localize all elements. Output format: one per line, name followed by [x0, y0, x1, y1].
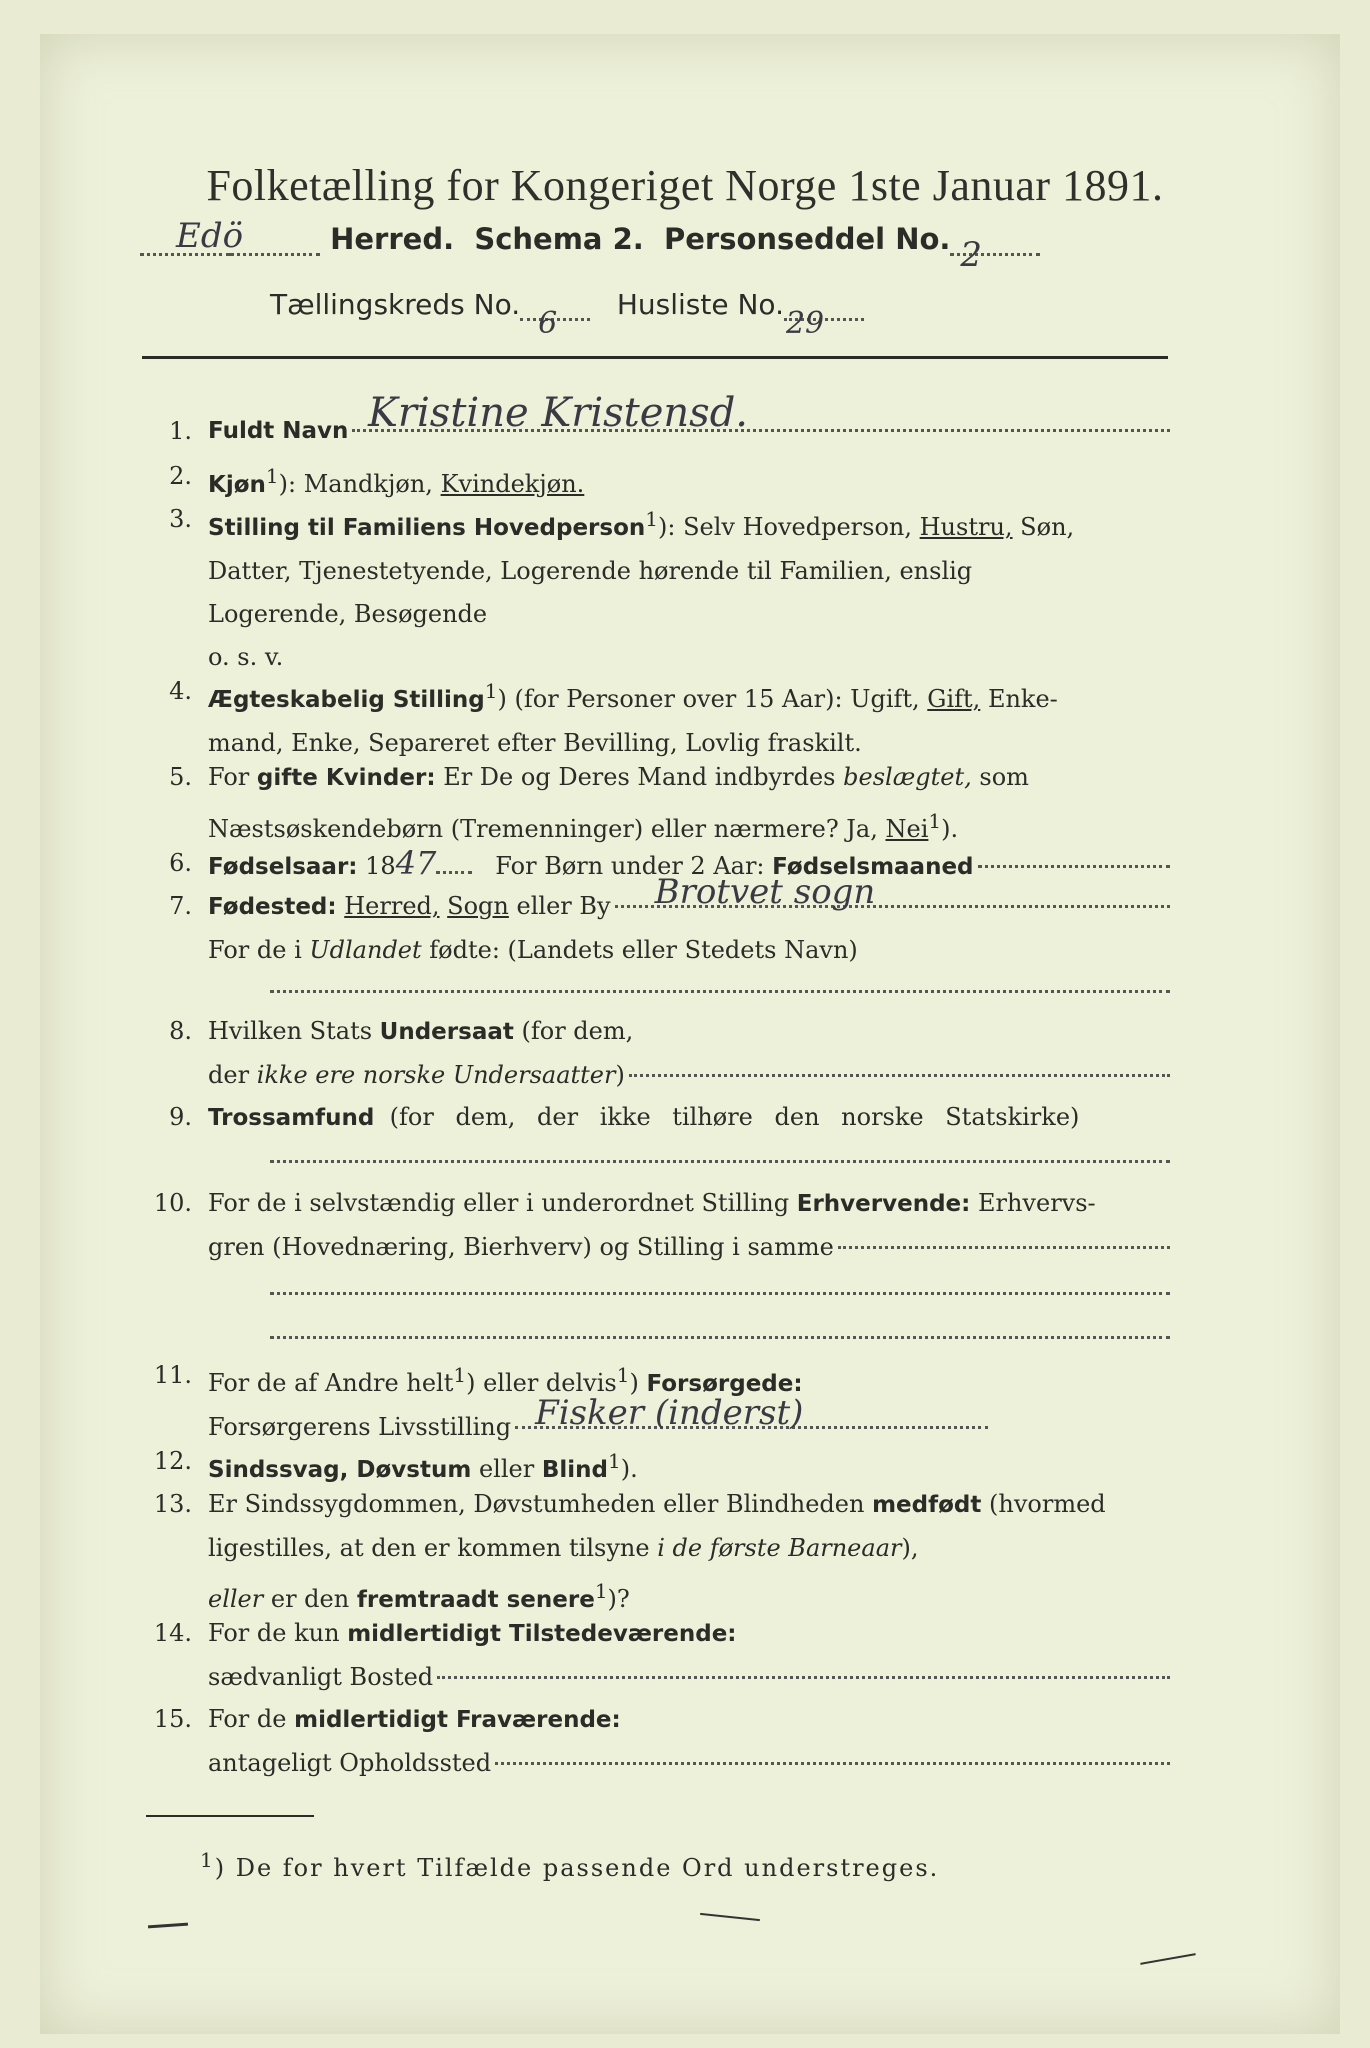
question-11: 11. For de af Andre helt$^1$) eller delvis$^1$) Forsørgede: Forsørgerens Livsstilling Fisker (inderst) — [140, 1354, 1170, 1440]
question-8: 8. Hvilken Stats Undersaat (for dem, der ikke ere norske Undersaatter ) — [140, 1010, 1170, 1096]
provider-occupation-answer: Fisker (inderst) — [535, 1393, 804, 1433]
personseddel-label: Personseddel No. — [663, 222, 951, 256]
header-divider — [142, 356, 1168, 359]
municipality-handwritten: Edö — [176, 216, 244, 256]
fuldt-navn-label: Fuldt Navn — [208, 418, 349, 444]
q7-answer-line — [270, 990, 1170, 993]
footnote-divider — [146, 1815, 314, 1817]
husliste-number: 29 — [785, 306, 825, 341]
birthplace-answer: Brotvet sogn — [654, 872, 876, 912]
question-4: 4. Ægteskabelig Stilling$^1$) (for Personer over 15 Aar): Ugift, Gift, Enke- mand, Enke, Separeret efter Bevilling, Lovlig fraskilt. — [169, 677, 1058, 757]
footnote: $^1$) De for hvert Tilfælde passende Ord understreges. — [200, 1848, 940, 1882]
question-15: 15. For de midlertidigt Fraværende: antageligt Opholdssted — [140, 1698, 1170, 1784]
question-13: 13. Er Sindssygdommen, Døvstumheden eller Blindheden medfødt (hvormed ligestilles, at den er kommen tilsyne i de første Barneaar), eller er den fremtraadt senere$^1$)? — [153, 1490, 1106, 1613]
question-7: 7. Fødested: Herred, Sogn eller By Brotvet sogn For de i Udlandet fødte: (Landets eller Stedets Navn) — [140, 885, 1170, 971]
q10-answer-line-1 — [270, 1292, 1170, 1295]
question-14: 14. For de kun midlertidigt Tilstedeværende: sædvanligt Bosted — [140, 1612, 1170, 1698]
birth-year: 47 — [395, 844, 437, 882]
personseddel-number: 2 — [960, 235, 983, 275]
kreds-label: Tællingskreds No. — [270, 288, 521, 321]
husliste-label: Husliste No. — [616, 288, 784, 321]
q10-answer-line-2 — [270, 1336, 1170, 1339]
question-5: 5. For gifte Kvinder: Er De og Deres Mand indbyrdes beslægtet, som Næstsøskendebørn (Tremenninger) eller nærmere? Ja, Nei$^1$). — [169, 763, 1029, 843]
herred-line — [140, 216, 1170, 275]
question-10: 10. For de i selvstændig eller i underordnet Stilling Erhvervende: Erhvervs- gren (Hovednæring, Bierhverv) og Stilling i samme — [140, 1182, 1170, 1268]
name-answer: Kristine Kristensd. — [368, 390, 749, 436]
herred-label: Herred. — [330, 222, 455, 256]
kreds-line — [270, 288, 1070, 341]
kreds-number: 6 — [538, 306, 558, 341]
question-3: 3. Stilling til Familiens Hovedperson$^1$): Selv Hovedperson, Hustru, Søn, Datter, Tjenestetyende, Logerende hørende til Familien, enslig Logerende, Besøgende o. s. v. — [169, 505, 1075, 671]
q9-answer-line — [270, 1160, 1170, 1163]
schema-label: Schema 2. — [474, 222, 644, 256]
question-1: 1. Fuldt Navn Kristine Kristensd. — [140, 410, 1170, 460]
form-title: Folketælling for Kongeriget Norge 1ste Januar 1891. — [206, 161, 1164, 210]
